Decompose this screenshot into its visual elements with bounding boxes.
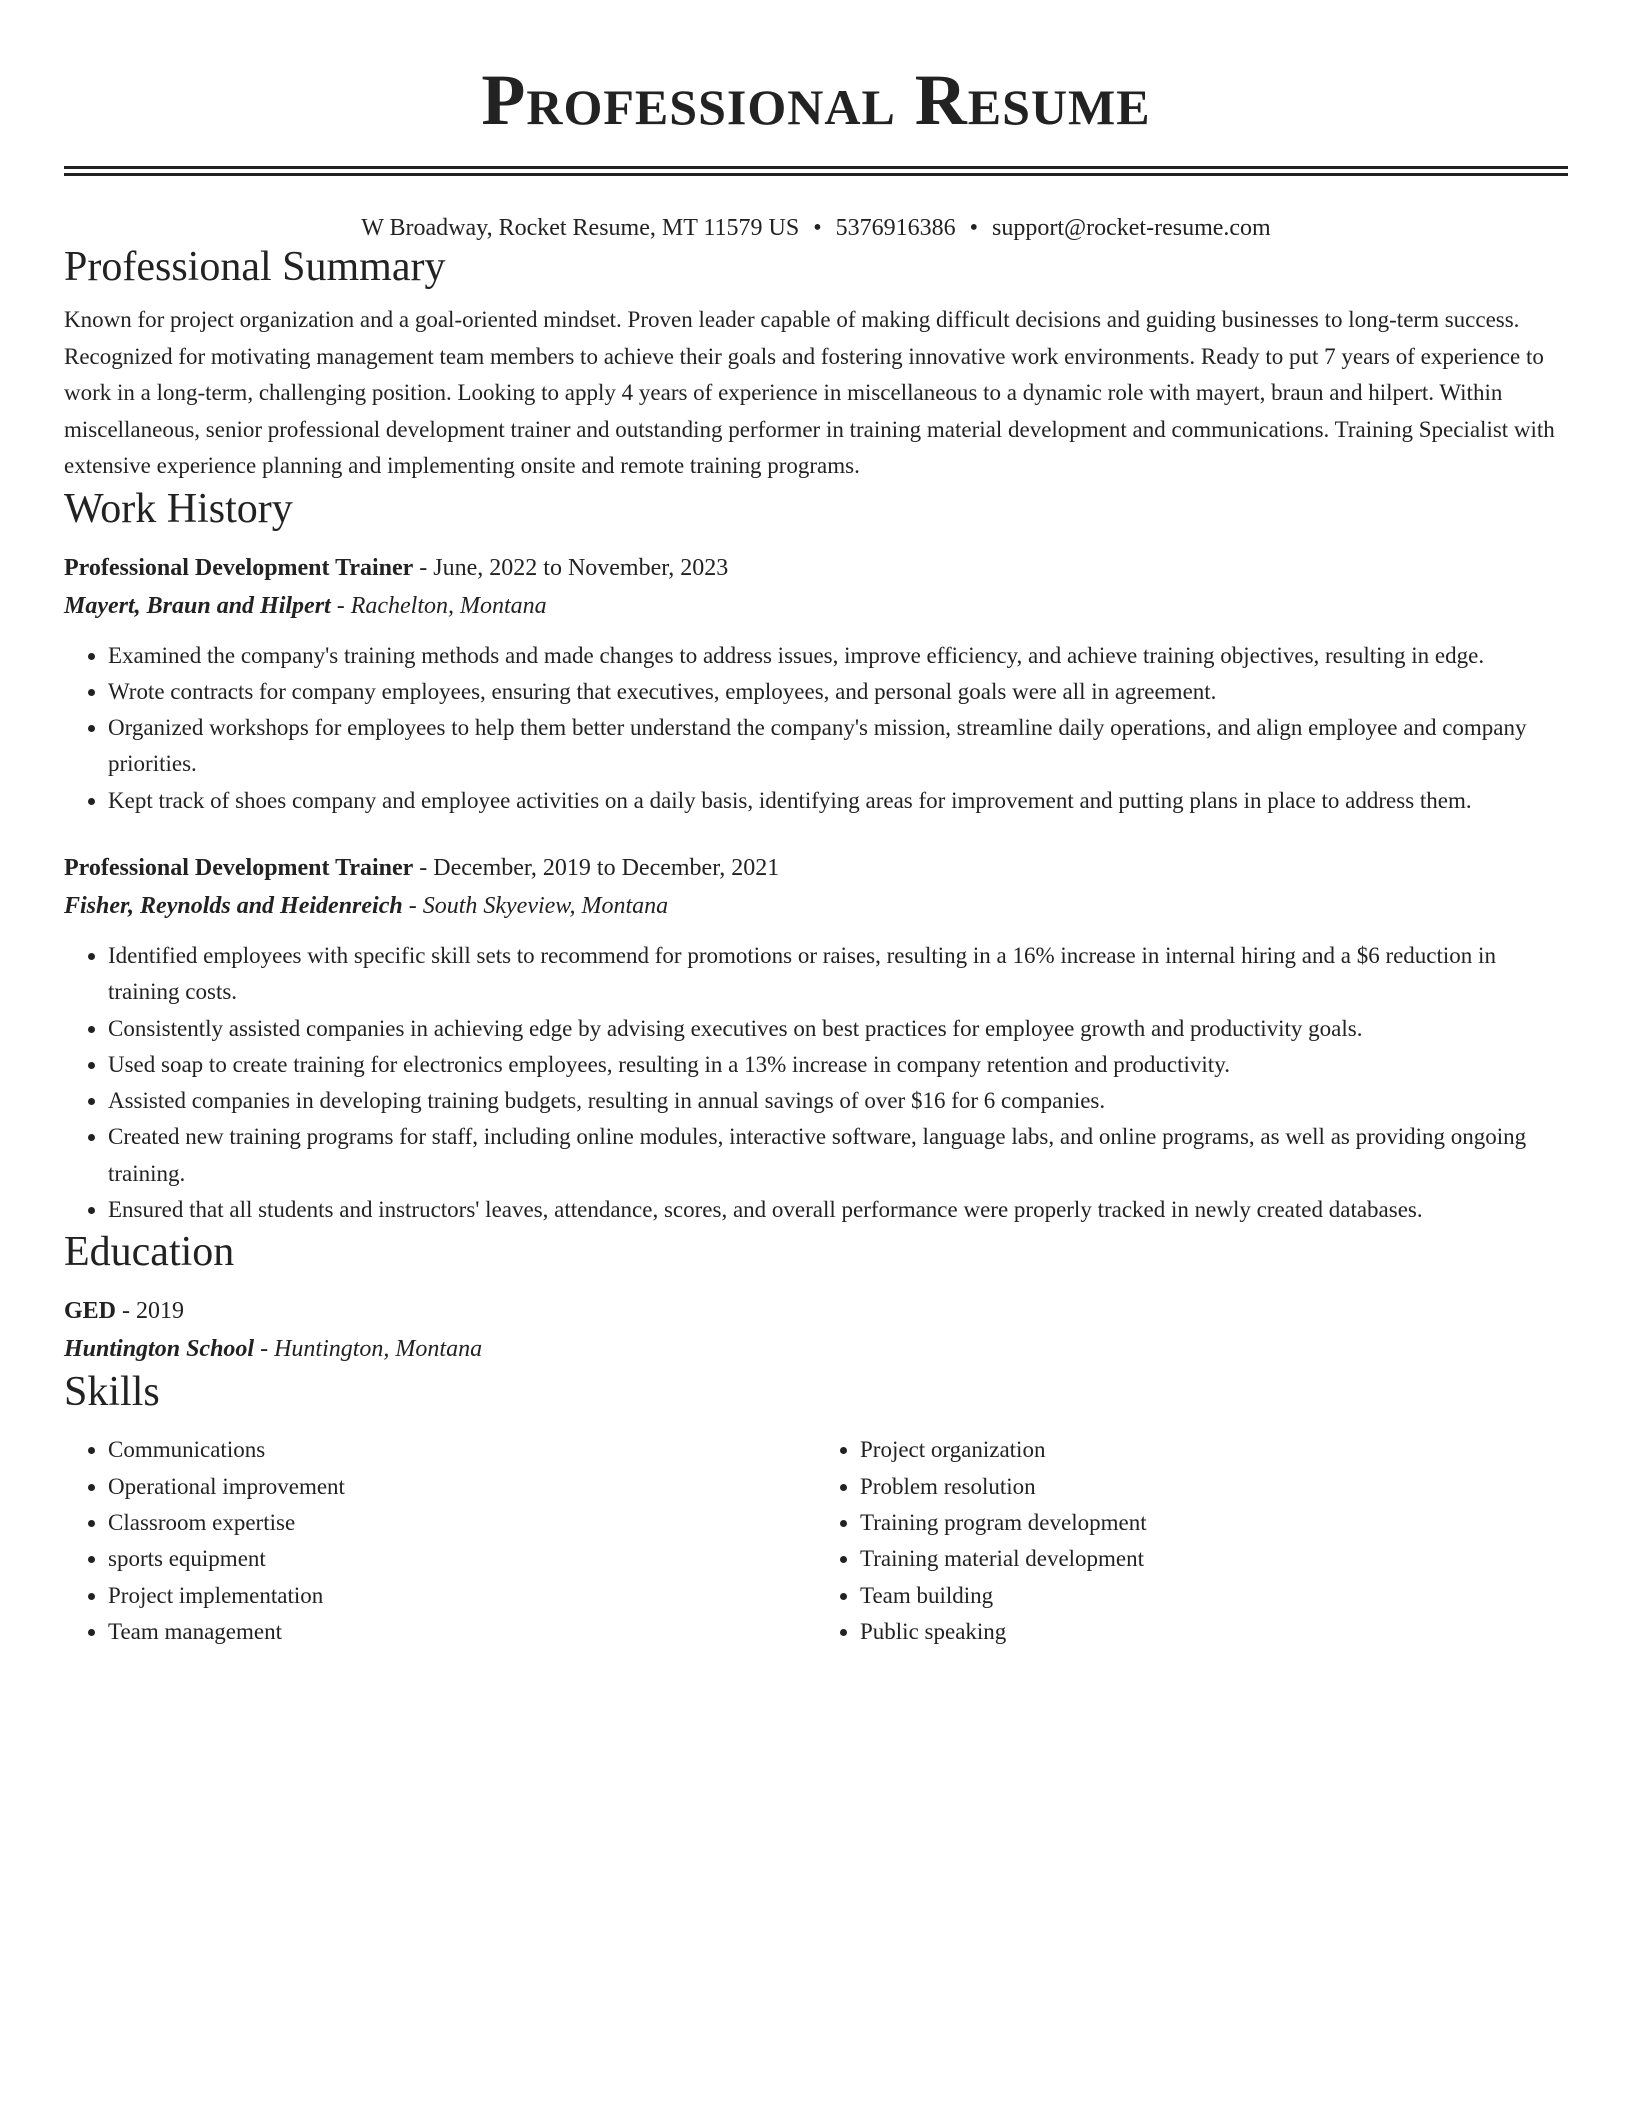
- job-bullets: [64, 938, 1568, 1228]
- job-title-line: [64, 849, 1568, 887]
- skill-item: • Operational improvement: [108, 1469, 816, 1505]
- skill-item: • Team building: [860, 1578, 1568, 1614]
- title-double-rule: [64, 166, 1568, 176]
- skills-column-right: [816, 1432, 1568, 1650]
- job-title: Professional Development Trainer: [64, 854, 414, 881]
- contact-phone: 5376916386: [835, 215, 956, 241]
- company-line: [64, 587, 1568, 625]
- graduation-year: - 2019: [116, 1298, 185, 1325]
- skill-item: • Team management: [108, 1614, 816, 1650]
- job-bullet: • Examined the company's training methods and made changes to address issues, improve efficiency, and achieve training objectives, resulting in edge.: [108, 638, 1568, 674]
- skill-item: • Training program development: [860, 1505, 1568, 1541]
- company-location: - Rachelton, Montana: [330, 592, 547, 619]
- job-bullet: • Kept track of shoes company and employee activities on a daily basis, identifying areas for improvement and putting plans in place to address them.: [108, 783, 1568, 819]
- job-bullet: • Assisted companies in developing training budgets, resulting in annual savings of over $16 for 6 companies.: [108, 1083, 1568, 1119]
- school-location: - Huntington, Montana: [254, 1336, 483, 1363]
- skill-item: • sports equipment: [108, 1541, 816, 1577]
- company-name: Mayert, Braun and Hilpert: [64, 592, 331, 619]
- job-title-line: [64, 549, 1568, 587]
- skills-column-left: [64, 1432, 816, 1650]
- job-bullet: • Created new training programs for staff, including online modules, interactive software, language labs, and online programs, as well as providing ongoing training.: [108, 1119, 1568, 1192]
- job-bullet: • Wrote contracts for company employees, ensuring that executives, employees, and personal goals were all in agreement.: [108, 674, 1568, 710]
- skill-item: • Project organization: [860, 1432, 1568, 1468]
- company-location: - South Skyeview, Montana: [402, 892, 669, 919]
- school-name: Huntington School: [64, 1336, 255, 1363]
- bullet-separator: •: [969, 215, 979, 241]
- skill-item: • Public speaking: [860, 1614, 1568, 1650]
- job-dates: - December, 2019 to December, 2021: [413, 854, 780, 881]
- company-name: Fisher, Reynolds and Heidenreich: [64, 892, 403, 919]
- summary-text: Known for project organization and a goal-oriented mindset. Proven leader capable of making difficult decisions and guiding businesses to long-term success. Recognized for motivating management team members to achieve their goals and fostering innovative work environments. Ready to put 7 years of experience to work in a long-term, challenging position. Looking to apply 4 years of experience in miscellaneous to a dynamic role with mayert, braun and hilpert. Within miscellaneous, senior professional development trainer and outstanding performer in training material development and communications. Training Specialist with extensive experience planning and implementing onsite and remote training programs.: [64, 307, 1555, 478]
- job-entry: [64, 549, 1568, 819]
- contact-address: W Broadway, Rocket Resume, MT 11579 US: [361, 215, 800, 241]
- school-line: [64, 1330, 1568, 1368]
- contact-line: [64, 213, 1568, 243]
- job-bullet: • Ensured that all students and instructors' leaves, attendance, scores, and overall performance were properly tracked in newly created databases.: [108, 1192, 1568, 1228]
- skills-heading: Skills: [64, 1369, 160, 1416]
- job-bullet: • Organized workshops for employees to help them better understand the company's mission, streamline daily operations, and align employee and company priorities.: [108, 710, 1568, 783]
- skill-item: • Communications: [108, 1432, 816, 1468]
- contact-email: support@rocket-resume.com: [992, 215, 1271, 241]
- education-heading: Education: [64, 1229, 235, 1276]
- job-title: Professional Development Trainer: [64, 554, 414, 581]
- education-entry: [64, 1292, 1568, 1368]
- degree: GED: [64, 1298, 117, 1325]
- job-bullets: [64, 638, 1568, 819]
- skill-item: • Problem resolution: [860, 1469, 1568, 1505]
- skill-item: • Training material development: [860, 1541, 1568, 1577]
- job-dates: - June, 2022 to November, 2023: [413, 554, 729, 581]
- skill-item: • Classroom expertise: [108, 1505, 816, 1541]
- job-bullet: • Consistently assisted companies in achieving edge by advising executives on best practices for employee growth and productivity goals.: [108, 1011, 1568, 1047]
- resume-title: Professional Resume: [481, 60, 1151, 140]
- job-bullet: • Identified employees with specific skill sets to recommend for promotions or raises, resulting in a 16% increase in internal hiring and a $6 reduction in training costs.: [108, 938, 1568, 1011]
- job-bullet: • Used soap to create training for electronics employees, resulting in a 13% increase in company retention and productivity.: [108, 1047, 1568, 1083]
- skills-list: [64, 1432, 1568, 1650]
- bullet-separator: •: [813, 215, 822, 241]
- company-line: [64, 887, 1568, 925]
- skill-item: • Project implementation: [108, 1578, 816, 1614]
- degree-line: [64, 1292, 1568, 1330]
- work-history-heading: Work History: [64, 485, 293, 532]
- job-entry: [64, 849, 1568, 1228]
- summary-heading: Professional Summary: [64, 244, 446, 290]
